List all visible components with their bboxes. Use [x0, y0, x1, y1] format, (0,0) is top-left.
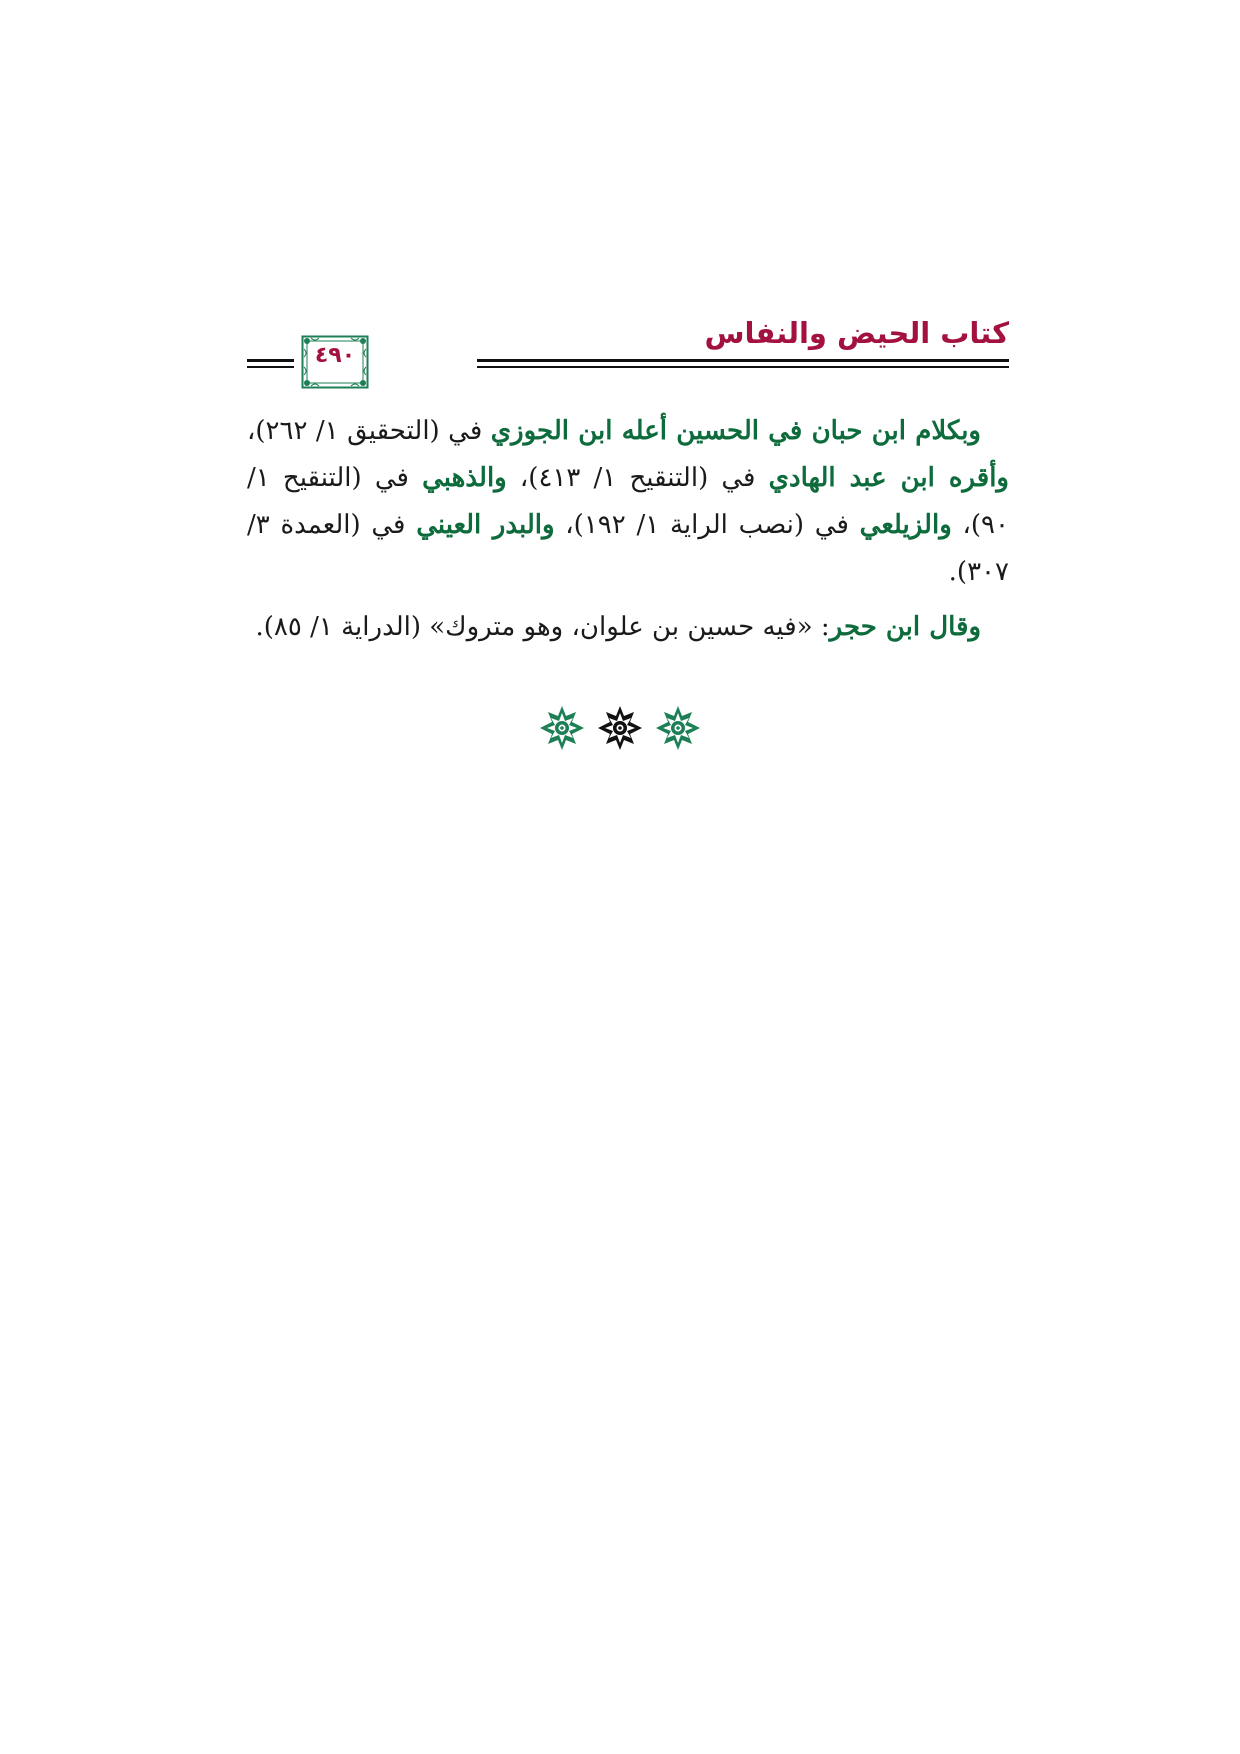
text-segment: في (نصب الراية ١/ ١٩٢)،: [554, 510, 860, 540]
text-segment: في (العمدة ٣/ ٣٠٧).: [247, 510, 1009, 587]
text-segment: في (التحقيق ١/ ٢٦٢)،: [247, 416, 491, 446]
green-star-ornament-icon: [655, 705, 701, 751]
highlighted-text: والذهبي: [422, 463, 507, 493]
highlighted-text: والبدر العيني: [416, 510, 555, 540]
text-segment: في (التنقيح ١/ ٤١٣)،: [506, 463, 769, 493]
paragraph: [247, 604, 1009, 651]
green-star-ornament-icon: [539, 705, 585, 751]
page-body: [247, 408, 1009, 651]
page-number-frame: [301, 335, 369, 389]
highlighted-text: وبكلام ابن حبان في الحسين أعله ابن الجوزي: [490, 416, 981, 446]
header-rule-left-thick: [247, 359, 294, 362]
black-star-ornament-icon: [597, 705, 643, 751]
highlighted-text: وقال ابن حجر: [829, 612, 981, 642]
page-number: ٤٩٠: [314, 343, 356, 368]
text-segment: في (التنقيح ١/ ٩٠)،: [247, 463, 1009, 540]
book-title: كتاب الحيض والنفاس: [704, 316, 1009, 350]
text-segment: : «فيه حسين بن علوان، وهو متروك» (الدراية ١/ ٨٥).: [255, 612, 830, 642]
paragraph: [247, 408, 1009, 596]
header-rule-thick: [477, 359, 1009, 362]
section-end-ornaments: [0, 705, 1240, 757]
header-rule-left-thin: [247, 366, 294, 368]
page-header: [247, 310, 1009, 390]
highlighted-text: والزيلعي: [859, 510, 952, 540]
highlighted-text: وأقره ابن عبد الهادي: [768, 463, 1009, 493]
header-rule-thin: [477, 366, 1009, 368]
